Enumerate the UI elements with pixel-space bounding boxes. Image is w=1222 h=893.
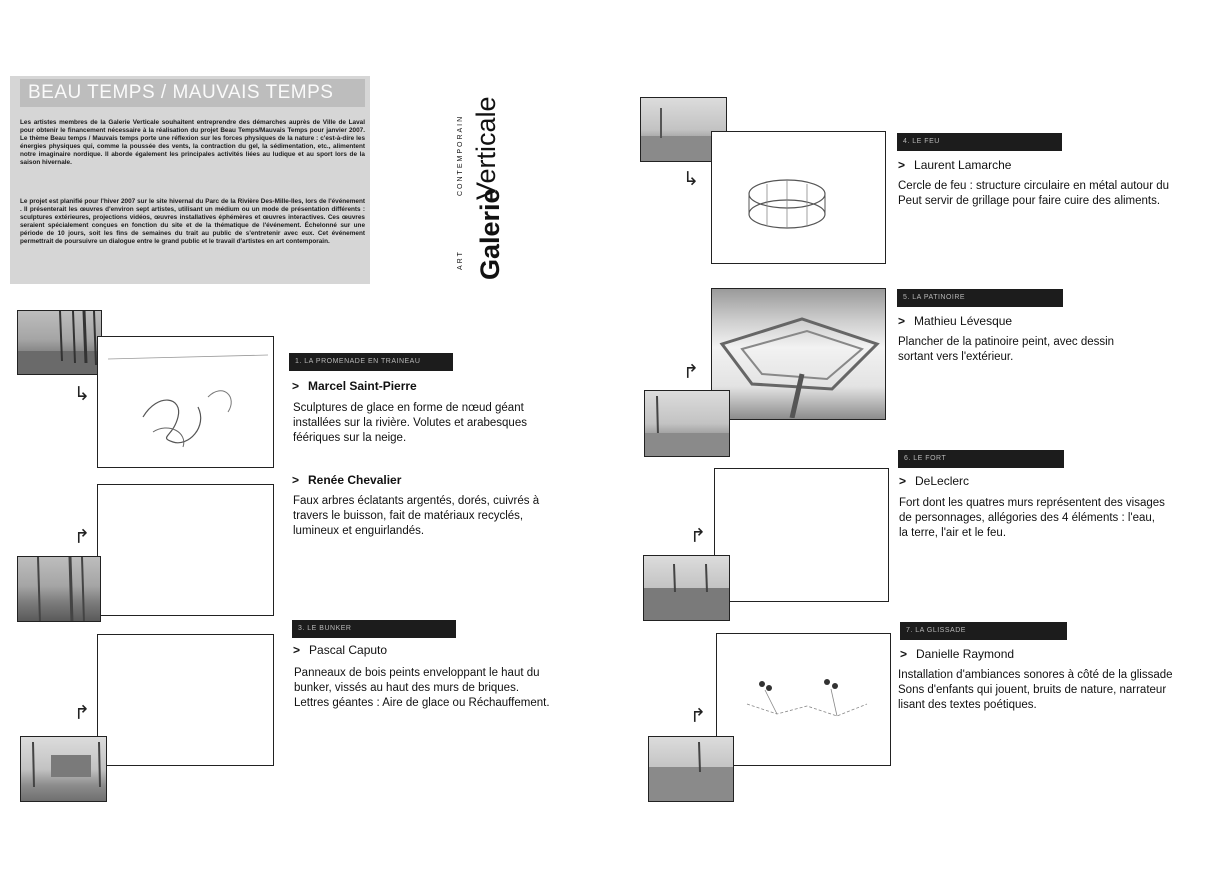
site-photo-thumbnail	[643, 555, 730, 621]
chevron-right-icon: >	[293, 643, 301, 657]
field-icon	[644, 556, 730, 621]
trees-icon	[18, 557, 101, 622]
description-line: Lettres géantes : Aire de glace ou Réchauffement.	[294, 697, 550, 709]
artist-name-text: DeLeclerc	[915, 474, 970, 488]
project-description-2	[293, 494, 583, 539]
project-label-1: 1. LA PROMENADE EN TRAINEAU	[289, 353, 453, 371]
description-line: Installation d'ambiances sonores à côté de la glissade	[898, 669, 1173, 681]
intro-title: BEAU TEMPS / MAUVAIS TEMPS	[20, 79, 365, 107]
arrow-up-icon: ↱	[74, 527, 90, 548]
field-icon	[645, 391, 730, 457]
project-sketch-frame	[716, 633, 891, 766]
chevron-right-icon: >	[898, 314, 906, 328]
artist-name-3	[293, 643, 387, 657]
description-line: lisant des textes poétiques.	[898, 699, 1037, 711]
project-photo-frame	[711, 288, 886, 420]
project-label-6: 6. LE FORT	[898, 450, 1064, 468]
project-label-5: 5. LA PATINOIRE	[897, 289, 1063, 307]
artist-name-text: Laurent Lamarche	[914, 158, 1012, 172]
description-line: sortant vers l'extérieur.	[898, 351, 1014, 363]
artist-name-7	[900, 647, 1014, 661]
site-photo-thumbnail	[17, 556, 101, 622]
galerie-verticale-logo	[455, 90, 525, 280]
arrow-up-icon: ↱	[683, 362, 699, 383]
artist-name-2	[292, 473, 401, 487]
logo-galerie: Galerie	[475, 188, 505, 280]
intro-paragraph-1: Les artistes membres de la Galerie Verticale souhaitent entreprendre des démarches auprès de Ville de Laval pour obtenir le financement nécessaire à la réalisation du projet Beau Temps/Mauvais Temps pour janvier 2007. Le thème Beau temps / Mauvais temps porte une réflexion sur les forces physiques de la nature : c'est-à-dire les énergies physiques qui, comme la poussée des vents, la contraction du gel, la sédimentation, etc., alimentent notre imaginaire nordique. Il aborde également les principales activités liées au ludique et au sport lors de la saison hivernale.	[20, 119, 365, 167]
site-photo-thumbnail	[17, 310, 102, 375]
logo-subtitle-art: ART	[457, 250, 464, 270]
project-description-5	[898, 335, 1188, 365]
project-image-frame	[97, 634, 274, 766]
description-line: Peut servir de grillage pour faire cuire des aliments.	[898, 195, 1161, 207]
project-sketch-frame	[97, 336, 274, 468]
artist-name-5	[898, 314, 1012, 328]
logo-subtitle-contemporain: CONTEMPORAIN	[457, 114, 464, 196]
artist-name-text: Marcel Saint-Pierre	[308, 379, 417, 393]
project-description-7	[898, 668, 1188, 713]
description-line: Sculptures de glace en forme de nœud géant	[293, 402, 524, 414]
project-description-1	[293, 401, 583, 446]
chevron-right-icon: >	[292, 379, 300, 393]
arrow-up-icon: ↱	[690, 526, 706, 547]
chevron-right-icon: >	[900, 647, 908, 661]
project-image-frame	[97, 484, 274, 616]
description-line: Faux arbres éclatants argentés, dorés, cuivrés à	[293, 495, 540, 507]
description-line: féériques sur la neige.	[293, 432, 407, 444]
description-line: travers le buisson, fait de matériaux recyclés,	[293, 510, 524, 522]
description-line: bunker, vissés au haut des murs de briques.	[294, 682, 520, 694]
description-line: lumineux et enguirlandés.	[293, 525, 425, 537]
project-label-3: 3. LE BUNKER	[292, 620, 456, 638]
project-description-6	[899, 496, 1189, 541]
artist-name-text: Renée Chevalier	[308, 473, 402, 487]
description-line: Panneaux de bois peints enveloppant le haut du	[294, 667, 540, 679]
project-label-7: 7. LA GLISSADE	[900, 622, 1067, 640]
fire-circle-sketch-icon	[712, 132, 884, 262]
arrow-up-icon: ↱	[690, 706, 706, 727]
artist-name-text: Danielle Raymond	[916, 647, 1015, 661]
description-line: Cercle de feu : structure circulaire en métal autour du	[898, 180, 1170, 192]
description-line: la terre, l'air et le feu.	[899, 527, 1007, 539]
project-image-frame	[714, 468, 889, 602]
site-photo-thumbnail	[648, 736, 734, 802]
rink-painting-icon	[712, 289, 884, 418]
project-description-3	[294, 666, 584, 711]
description-line: Sons d'enfants qui jouent, bruits de nature, narrateur	[898, 684, 1167, 696]
trees-icon	[18, 311, 102, 375]
site-photo-thumbnail	[644, 390, 730, 457]
logo-verticale: Verticale	[471, 96, 501, 200]
chevron-right-icon: >	[292, 473, 300, 487]
ice-knot-sketch-icon	[98, 337, 272, 466]
arrow-down-icon: ↳	[683, 169, 699, 190]
sound-installation-sketch-icon	[717, 634, 889, 764]
site-photo-thumbnail	[20, 736, 107, 802]
description-line: installées sur la rivière. Volutes et arabesques	[293, 417, 527, 429]
description-line: Fort dont les quatres murs représentent des visages	[899, 497, 1165, 509]
artist-name-4	[898, 158, 1011, 172]
chevron-right-icon: >	[899, 474, 907, 488]
description-line: de personnages, allégories des 4 éléments : l'eau,	[899, 512, 1155, 524]
artist-name-1	[292, 379, 417, 393]
arrow-down-icon: ↳	[74, 384, 90, 405]
project-description-4	[898, 179, 1188, 209]
intro-paragraph-2: Le projet est planifié pour l'hiver 2007 sur le site hivernal du Parc de la Rivière Des-Mille-Iles, lors de l'événement . Il présenterait les œuvres d'environ sept artistes, utilisant un médium ou un mode de présentation différents : sculptures extérieures, projections vidéos, œuvres installatives éphémères et œuvres interactives. Ces œuvres seraient spécialement conçues en fonction du site et de la thématique de l'événement. Échelonné sur une période de 10 jours, soit les fins de semaines du trait au public de s'entretenir avec eux. Cet événement permettrait de poursuivre un dialogue entre le grand public et le travail d'artistes en art contemporain.	[20, 198, 365, 246]
bunker-trees-icon	[21, 737, 107, 802]
field-icon	[649, 737, 734, 802]
arrow-up-icon: ↱	[74, 703, 90, 724]
chevron-right-icon: >	[898, 158, 906, 172]
description-line: Plancher de la patinoire peint, avec dessin	[898, 336, 1115, 348]
artist-name-6	[899, 474, 969, 488]
artist-name-text: Pascal Caputo	[309, 643, 388, 657]
project-label-4: 4. LE FEU	[897, 133, 1062, 151]
artist-name-text: Mathieu Lévesque	[914, 314, 1013, 328]
project-sketch-frame	[711, 131, 886, 264]
intro-panel	[10, 76, 370, 284]
